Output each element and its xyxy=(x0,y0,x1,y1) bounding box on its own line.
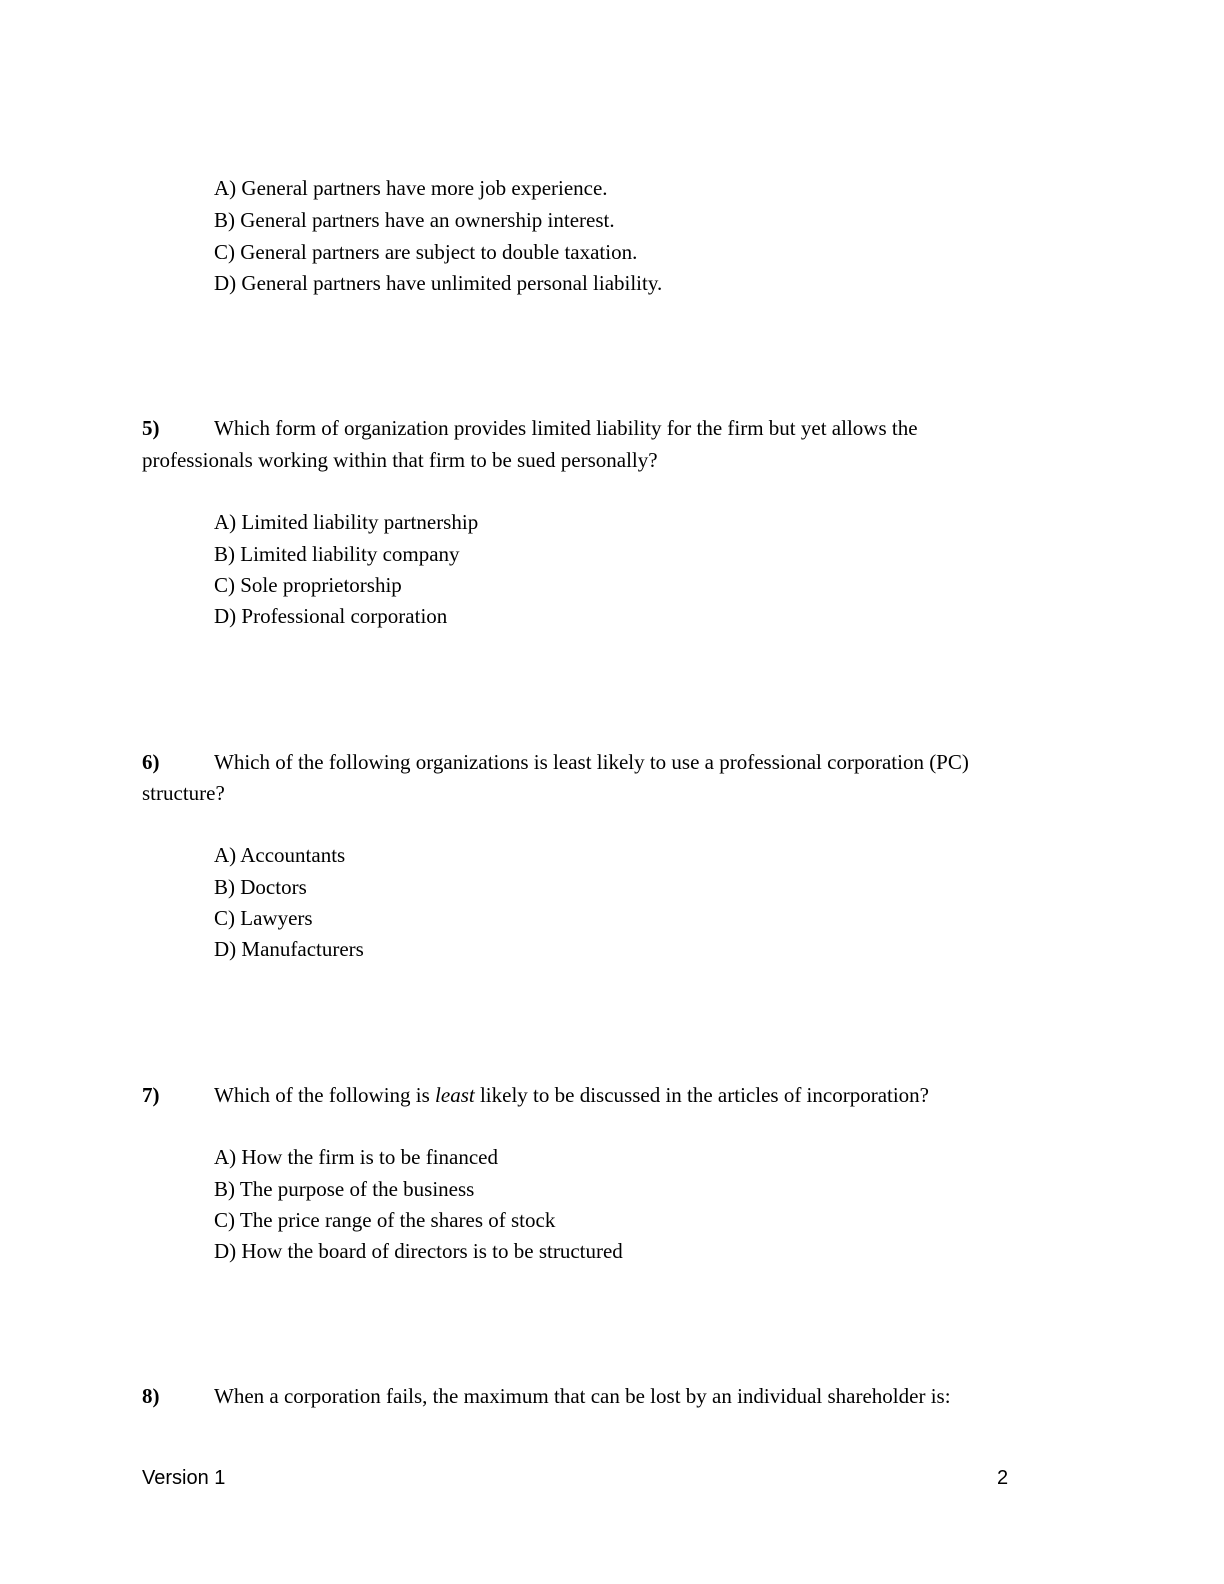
q5-option-a: A) Limited liability partnership xyxy=(214,510,479,534)
q5-text-line2: professionals working within that firm to be sued personally? xyxy=(142,448,658,472)
q4-option-c: C) General partners are subject to double taxation. xyxy=(214,240,638,264)
q8-text: When a corporation fails, the maximum that can be lost by an individual shareholder is: xyxy=(214,1384,951,1408)
q4-option-a: A) General partners have more job experience. xyxy=(214,176,608,200)
q7-text-emphasis: least xyxy=(435,1083,475,1107)
q4-option-d: D) General partners have unlimited personal liability. xyxy=(214,271,663,295)
q6-option-d: D) Manufacturers xyxy=(214,937,364,961)
q6-option-a: A) Accountants xyxy=(214,843,346,867)
q5-option-c: C) Sole proprietorship xyxy=(214,573,402,597)
q7-number: 7) xyxy=(142,1083,160,1107)
q7-text-after: likely to be discussed in the articles of incorporation? xyxy=(474,1083,930,1107)
q6-text-line2: structure? xyxy=(142,781,225,805)
footer-version: Version 1 xyxy=(142,1467,226,1489)
q6-text-line1: Which of the following organizations is least likely to use a professional corporation (PC) xyxy=(214,750,969,774)
q7-text xyxy=(214,1083,929,1107)
footer-page-number: 2 xyxy=(997,1467,1009,1489)
q6-option-b: B) Doctors xyxy=(214,875,307,899)
q8-number: 8) xyxy=(142,1384,160,1408)
q5-option-d: D) Professional corporation xyxy=(214,604,448,628)
q7-option-d: D) How the board of directors is to be structured xyxy=(214,1239,623,1263)
q7-text-before: Which of the following is xyxy=(214,1083,436,1107)
q6-option-c: C) Lawyers xyxy=(214,906,313,930)
q5-option-b: B) Limited liability company xyxy=(214,542,460,566)
q7-option-c: C) The price range of the shares of stock xyxy=(214,1208,556,1232)
q7-option-a: A) How the firm is to be financed xyxy=(214,1145,499,1169)
q6-number: 6) xyxy=(142,750,160,774)
q5-number: 5) xyxy=(142,416,160,440)
q7-option-b: B) The purpose of the business xyxy=(214,1177,475,1201)
q5-text-line1: Which form of organization provides limited liability for the firm but yet allows the xyxy=(214,416,918,440)
q4-option-b: B) General partners have an ownership interest. xyxy=(214,208,615,232)
